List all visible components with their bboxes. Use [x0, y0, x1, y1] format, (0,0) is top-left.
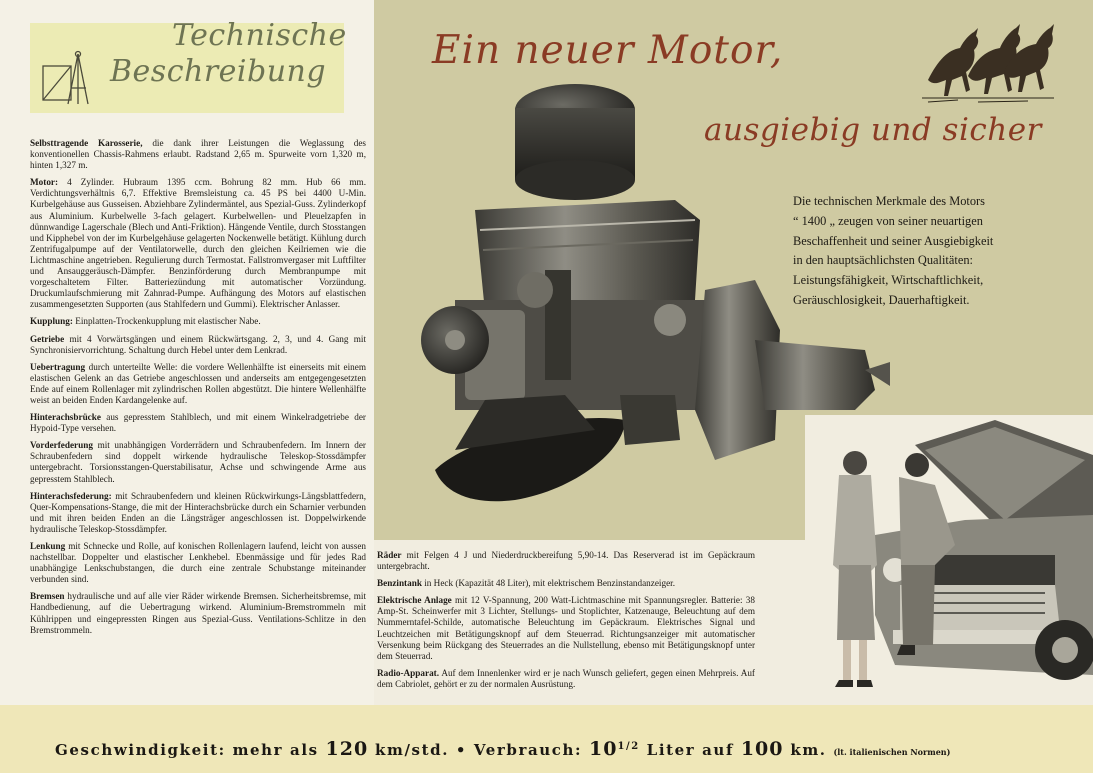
spec-paragraph	[377, 595, 755, 662]
description-line: Leistungsfähigkeit, Wirtschaftlichkeit,	[793, 273, 984, 288]
fuel-distance-unit: km.	[790, 741, 827, 759]
horses-illustration	[918, 10, 1058, 106]
spec-paragraph	[377, 668, 755, 690]
description-line: Geräuschlosigkeit, Dauerhaftigkeit.	[793, 292, 970, 307]
spec-label: Radio-Apparat.	[377, 667, 440, 678]
spec-text: Auf dem Innenlenker wird er je nach Wunsch geliefert, gegen einen Mehrpreis. Auf dem Cabriolet, gehört er zu der normalen Ausrüstung.	[377, 667, 755, 689]
spec-text: 4 Zylinder. Hubraum 1395 ccm. Bohrung 82 mm. Hub 66 mm. Verdichtungsverhältnis 6,7. Effektive Bremsleistung ca. 45 PS bei 4400 U-Min. Kurbelgehäuse aus Gusseisen. Abziehbare Zylindermäntel, aus Spezial-Guss. Zylinderkopf aus Aluminium. Kurbelwelle 3-fach gelagert. Kurbelwellen- und Pleuelzapfen in dünnwandige Lagerschale (Blech und Anti-Friktion). Hängende Ventile, durch Stosstangen und Kipphebel von der im Kurbelgehäuse gelagerten Nockenwelle betätigt. Kühlung durch Zentrifugalpumpe auf der Ventilatorwelle, durch den gleichen Keilriemen wie die Lichtmaschine angetrieben. Regulierung durch Termostat. Fallstromvergaser mit Luftfilter und Ansauggeräusch-Dämpfer. Benzinförderung durch Membranpumpe mit vorgeschaltetem Filter. Batteriezündung mit automatischer Vorzündung. Druckumlaufschmierung mit Zahnrad-Pumpe. Aufhängung des Motors auf elastischen zusammengesetzten Supporten (aus Stahlfedern und Gummi). Elektrischer Anlasser.	[30, 177, 366, 310]
description-line: Beschaffenheit und seiner Ausgiebigkeit	[793, 233, 994, 248]
spec-label: Hinterachsfederung:	[30, 490, 112, 501]
spec-text: mit unabhängigen Vorderrädern und Schraubenfedern. Im Innern der Schraubenfedern sind doppelt wirkende hydraulische Teleskop-Stossdämpfer untergebracht. Torsionsstangen-Querstabilisatur, Achse und schwingende Arme aus gepresstem Stahlblech.	[30, 440, 366, 484]
spec-text: hydraulische und auf alle vier Räder wirkende Bremsen. Sicherheitsbremse, mit Handbedienung, auf die Uebertragung wirkend. Aluminium-Bremstrommeln mit Kühlrippen und eingepressten Ringen aus Spezial-Guss. Ventilations-Schlitze in den Bremstrommeln.	[30, 591, 366, 635]
spec-paragraph	[30, 362, 366, 406]
spec-label: Benzintank	[377, 578, 422, 589]
spec-label: Bremsen	[30, 591, 65, 602]
spec-text: mit 4 Vorwärtsgängen und einem Rückwärtsgang. 2, 3, und 4. Gang mit Synchronisiervorrichtung. Schaltung durch Hebel unter dem Lenkrad.	[30, 333, 366, 355]
section-title	[110, 18, 347, 90]
title-line-1: Technische	[172, 18, 347, 53]
speed-unit: km/std.	[375, 741, 450, 759]
footer-specs	[55, 738, 950, 760]
spec-text: durch unterteilte Welle: die vordere Wellenhälfte ist einerseits mit einem elastischen Gelenk an das Getriebe angeschlossen und anderseits am entgegengesetzten Ende auf einem Rollenlager mit zylindrischen Rollen abgestützt. Die hintere Wellenhälfte weist an beiden Enden Kardangelenke auf.	[30, 361, 366, 405]
headline-2: ausgiebig und sicher	[704, 112, 1042, 148]
spec-paragraph	[30, 541, 366, 585]
spec-list-left	[30, 138, 366, 642]
fuel-fraction: 1/2	[617, 741, 640, 752]
spec-label: Motor:	[30, 177, 59, 188]
spec-text: in Heck (Kapazität 48 Liter), mit elektrischem Benzinstandanzeiger.	[421, 578, 676, 589]
spec-text: mit 12 V-Spannung, 200 Watt-Lichtmaschine mit Spannungsregler. Batterie: 38 Amp-St. Scheinwerfer mit 3 Lichter, Stellungs- und Stoplichter, Katzenauge, Beleuchtung auf dem Nummerntafel-Schilde, automatische Beleuchtung im Gepäckraum. Elektrisches Signal und Leuchtzeichen mit Betätigungsknopf auf dem Steuerrad. Richtungsanzeiger mit automatischer Versenkung beim Rückgang des Steuerrades an die Nullstellung, ebenso mit Betätigungsknopf unter dem Steuerrad.	[377, 595, 755, 661]
speed-label: Geschwindigkeit:	[55, 741, 226, 759]
speed-prefix: mehr als	[232, 741, 319, 759]
spec-paragraph	[30, 440, 366, 484]
spec-paragraph	[30, 412, 366, 434]
spec-text: die dank ihrer Leistungen die Weglassung des konventionellen Chassis-Rahmens erlaubt. Radstand 2,65 m. Spurweite vorn 1,320 m, hinten 1,327 m.	[30, 138, 366, 171]
fuel-value: 10	[589, 738, 618, 760]
fuel-distance: 100	[740, 738, 784, 760]
spec-text: mit Schnecke und Rolle, auf konischen Rollenlagern laufend, leicht von aussen nachstellbar. Doppelter und elastischer Lenkhebel. Ebenmässige und für jedes Rad unabhängige Lenkschubstangen, die durch eine zentrale Schubstange miteinander verbunden sind.	[30, 541, 366, 585]
spec-label: Getriebe	[30, 333, 65, 344]
car-photo	[805, 415, 1093, 705]
description-line: in den hauptsächlichsten Qualitäten:	[793, 253, 973, 268]
spec-paragraph	[377, 550, 755, 572]
norm-note: (lt. italienischen Normen)	[833, 747, 951, 757]
spec-list-right	[377, 550, 755, 696]
spec-label: Vorderfederung	[30, 440, 93, 451]
spec-label: Lenkung	[30, 541, 66, 551]
headline-1: Ein neuer Motor,	[432, 28, 784, 73]
spec-paragraph	[30, 591, 366, 635]
spec-label: Räder	[377, 550, 402, 560]
spec-label: Uebertragung	[30, 361, 86, 372]
spec-paragraph	[377, 578, 755, 589]
fuel-label: Verbrauch:	[473, 741, 583, 759]
spec-text: mit Schraubenfedern und kleinen Rückwirkungs-Längsblattfedern, Quer-Kompensations-Stange, die mit der Hinterachsbrücke durch ein Scharnier verbunden und mit ihren beiden Enden an die Längsträger angeschlossen ist. Doppelwirkende hydraulische Teleskop-Stossdämpfer.	[30, 490, 366, 534]
description-line: “ 1400 „ zeugen von seiner neuartigen	[793, 213, 983, 228]
spec-paragraph	[30, 491, 366, 535]
logo-icon	[40, 48, 95, 108]
spec-paragraph	[30, 138, 366, 171]
spec-paragraph	[30, 316, 366, 327]
spec-text: Einplatten-Trockenkupplung mit elastischer Nabe.	[72, 316, 261, 327]
spec-text: aus gepresstem Stahlblech, und mit einem Winkelradgetriebe der Hypoid-Type versehen.	[30, 412, 366, 434]
title-line-2: Beschreibung	[110, 54, 327, 89]
spec-paragraph	[30, 334, 366, 356]
spec-paragraph	[30, 177, 366, 310]
speed-value: 120	[325, 738, 369, 760]
spec-label: Elektrische Anlage	[377, 595, 452, 606]
spec-label: Kupplung:	[30, 316, 73, 327]
spec-label: Hinterachsbrücke	[30, 412, 101, 423]
description-line: Die technischen Merkmale des Motors	[793, 194, 986, 208]
fuel-unit: Liter auf	[646, 741, 734, 759]
separator-bullet: •	[455, 741, 468, 759]
spec-label: Selbsttragende Karosserie,	[30, 138, 143, 148]
spec-text: mit Felgen 4 J und Niederdruckbereifung 5,90-14. Das Reserverad ist im Gepäckraum untergebracht.	[377, 550, 755, 572]
